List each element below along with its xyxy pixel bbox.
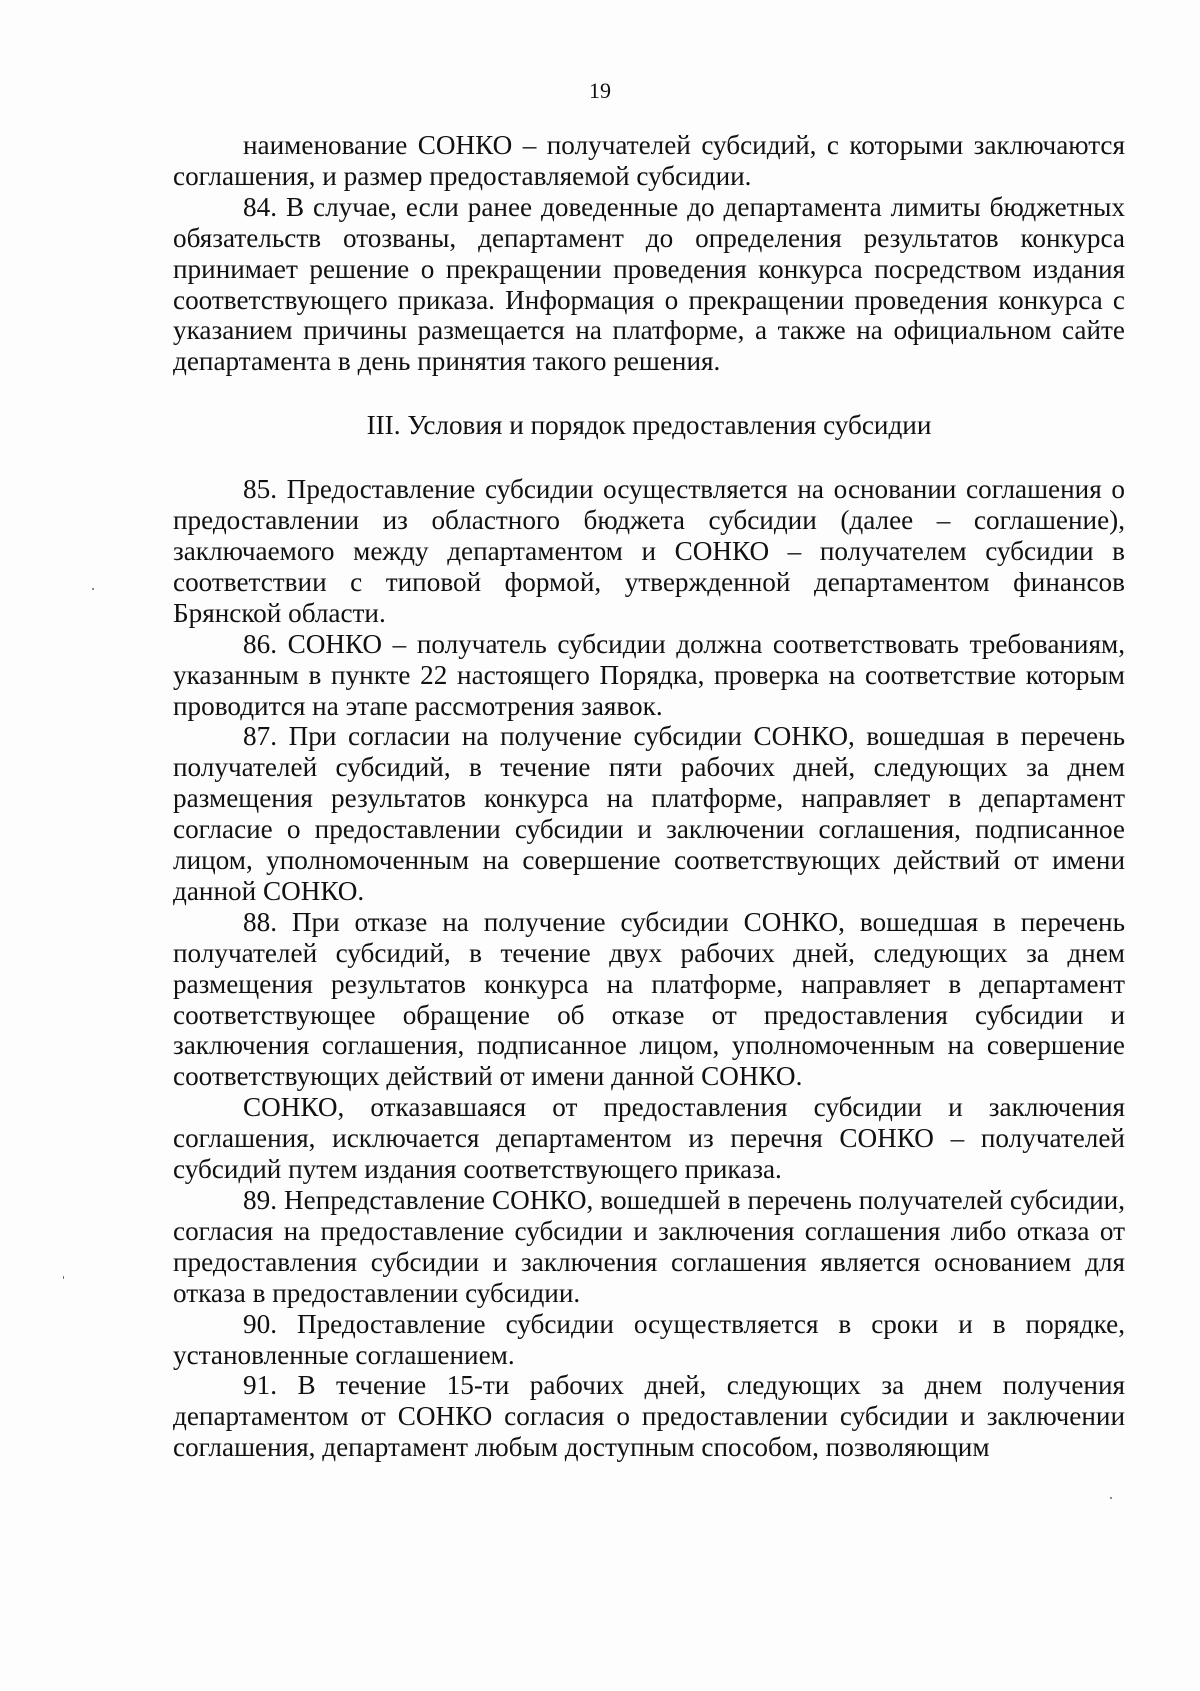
paragraph-86: 86. СОНКО – получатель субсидии должна соответствовать требованиям, указанным в пункте 22 настоящего Порядка, проверка на соответствие которым проводится на этапе рассмотрения заявок. [173,628,1125,721]
paragraph-89: 89. Непредставление СОНКО, вошедшей в перечень получателей субсидии, согласия на предоставление субсидии и заключения соглашения либо отказа от предоставления субсидии и заключения соглашения является основанием для отказа в предоставлении субсидии. [173,1185,1125,1308]
scan-speck [92,588,94,590]
section-heading: III. Условия и порядок предоставления субсидии [366,410,932,441]
paragraph-88: 88. При отказе на получение субсидии СОНКО, вошедшая в перечень получателей субсидий, в течение двух рабочих дней, следующих за днем размещения результатов конкурса на платформе, направляет в департамент соответствующее обращение об отказе от предоставления субсидии и заключения соглашения, подписанное лицом, уполномоченным на совершение соответствующих действий от имени данной СОНКО. [173,906,1125,1092]
paragraph-90: 90. Предоставление субсидии осуществляется в сроки и в порядке, установленные соглашением. [173,1308,1125,1370]
document-body [173,130,1125,1463]
paragraph-91: 91. В течение 15-ти рабочих дней, следующих за днем получения департаментом от СОНКО согласия о предоставлении субсидии и заключении соглашения, департамент любым доступным способом, позволяющим [173,1370,1125,1463]
paragraph-87: 87. При согласии на получение субсидии СОНКО, вошедшая в перечень получателей субсидий, в течение пяти рабочих дней, следующих за днем размещения результатов конкурса на платформе, направляет в департамент согласие о предоставлении субсидии и заключении соглашения, подписанное лицом, уполномоченным на совершение соответствующих действий от имени данной СОНКО. [173,721,1125,906]
page-number: 19 [589,78,611,103]
paragraph-84: 84. В случае, если ранее доведенные до департамента лимиты бюджетных обязательств отозваны, департамент до определения результатов конкурса принимает решение о прекращении проведения конкурса посредством издания соответствующего приказа. Информация о прекращении проведения конкурса с указанием причины размещается на платформе, а также на официальном сайте департамента в день принятия такого решения. [173,191,1125,377]
scan-speck [63,1276,64,1279]
paragraph-continuation: наименование СОНКО – получателей субсидий, с которыми заключаются соглашения, и размер предоставляемой субсидии. [173,130,1125,191]
paragraph-88-refusal: СОНКО, отказавшаяся от предоставления субсидии и заключения соглашения, исключается департаментом из перечня СОНКО – получателей субсидий путем издания соответствующего приказа. [173,1092,1125,1185]
paragraph-85: 85. Предоставление субсидии осуществляется на основании соглашения о предоставлении из областного бюджета субсидии (далее – соглашение), заключаемого между департаментом и СОНКО – получателем субсидии в соответствии с типовой формой, утвержденной департаментом финансов Брянской области. [173,474,1125,628]
scan-speck [1110,1497,1112,1499]
